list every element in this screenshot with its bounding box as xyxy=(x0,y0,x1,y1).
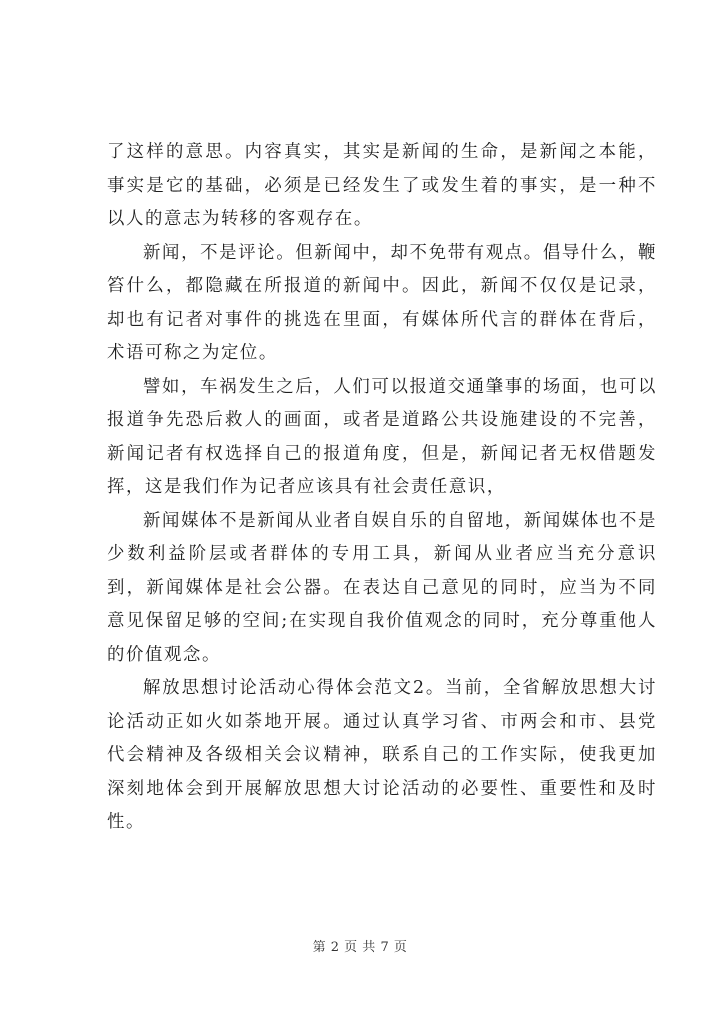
paragraph-3: 譬如，车祸发生之后，人们可以报道交通肇事的场面，也可以报道争先恐后救人的画面，或者是道路公共设施建设的不完善，新闻记者有权选择自己的报道角度，但是，新闻记者无权借题发挥，这是我们作为记者应该具有社会责任意识， xyxy=(107,376,657,497)
document-body xyxy=(107,136,657,840)
paragraph-2: 新闻，不是评论。但新闻中，却不免带有观点。倡导什么，鞭笞什么，都隐藏在所报道的新闻中。因此，新闻不仅仅是记录，却也有记者对事件的挑选在里面，有媒体所代言的群体在背后，术语可称之为定位。 xyxy=(107,242,657,363)
paragraph-5: 解放思想讨论活动心得体会范文2。当前，全省解放思想大讨论活动正如火如荼地开展。通过认真学习省、市两会和市、县党代会精神及各级相关会议精神，联系自己的工作实际，使我更加深刻地体会到开展解放思想大讨论活动的必要性、重要性和及时性。 xyxy=(107,678,657,832)
page-number-footer: 第 2 页 共 7 页 xyxy=(312,940,408,955)
paragraph-4: 新闻媒体不是新闻从业者自娱自乐的自留地，新闻媒体也不是少数利益阶层或者群体的专用工具，新闻从业者应当充分意识到，新闻媒体是社会公器。在表达自己意见的同时，应当为不同意见保留足够的空间;在实现自我价值观念的同时，充分尊重他人的价值观念。 xyxy=(107,510,657,665)
paragraph-1: 了这样的意思。内容真实，其实是新闻的生命，是新闻之本能，事实是它的基础，必须是已经发生了或发生着的事实，是一种不以人的意志为转移的客观存在。 xyxy=(107,142,657,229)
